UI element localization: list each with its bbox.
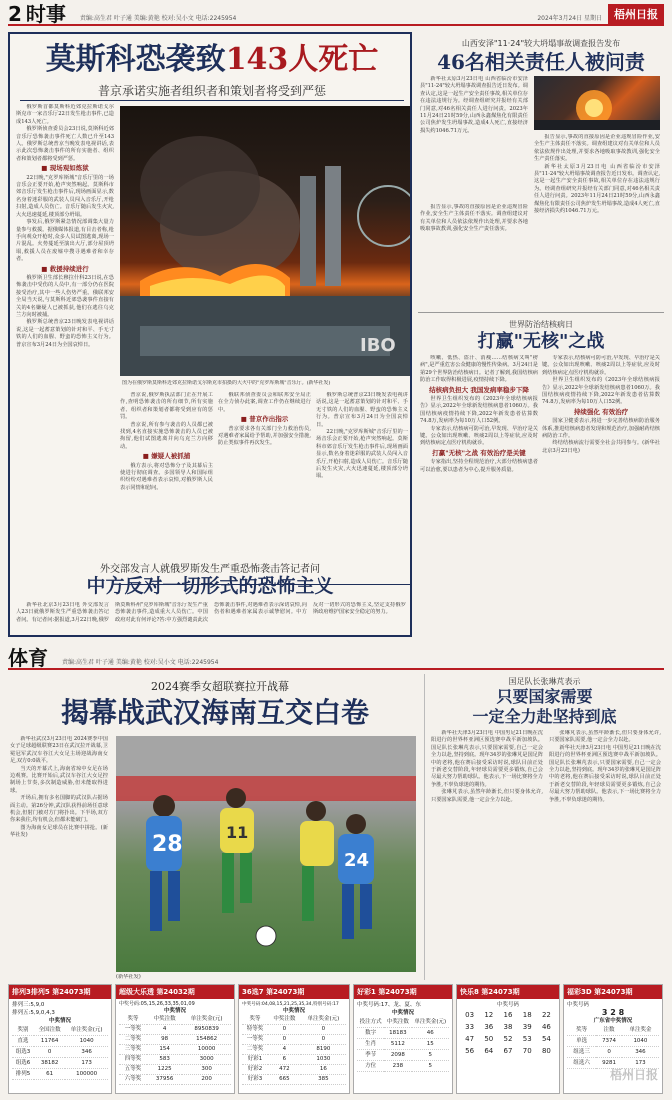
- main-story: [8, 32, 412, 637]
- sports-section-name: 体育: [8, 646, 48, 670]
- lottery-table: 奖等 中奖注数 单注奖金(元) 一等奖 4 8950839 二等奖 98 154862 三等奖 154 10000 四等奖 583 3000 五等奖 1225 300 六等奖 37956 200: [119, 1015, 231, 1085]
- main-story-col4: [316, 392, 408, 582]
- paragraph: 事发后,俄罗斯紧急情况部调集大量力量参与救援。据俄媒体报道,有目击者称,枪手向观众开枪时,众多人员试图逃离,现场一片混乱。火势蔓延至演出大厅,部分屋顶坍塌,救援人员在废墟中搜寻遇难者和幸存者。: [16, 219, 114, 263]
- lottery-body: [564, 999, 662, 1071]
- paragraph: 俄联邦侦查委员会和联邦安全局正在全力侦办此案,调查工作仍在继续进行中。: [218, 392, 311, 413]
- lottery-3d: [563, 984, 663, 1094]
- paragraph: 新华社天津3月23日电 中国男足21日晚在沈阳进行的世界杯亚洲区预选赛中战平新加坡队。国足队长张琳芃表示,只要国家需要,自己一定会全力以赴,坚持到底。现年34岁的张琳芃是国足阵中的老将,他在赛后接受采访时说,球队目前正处于新老交替阶段,年轻球员需要更多锻炼,自己会尽最大努力帮助球队。他表示,下一场比赛将全力争胜,不辜负球迷的期待。: [549, 744, 661, 803]
- paragraph: 图为海南女足球员在比赛中拼抢。(新华社发): [10, 824, 108, 839]
- paragraph: 俄罗斯卫生部长穆拉什科23日说,在恐怖袭击中受伤的人员中,有一部分仍在医院接受治疗,其中一些人伤势严重。俄联邦安全局当天说,与莫斯科近郊恐袭事件直接有关的4名嫌疑人已被抓获,他们在逃往乌克兰方向时被捕。: [16, 274, 114, 318]
- paragraph: 当天的开幕式上,海南省琼中女足在场边观赛。比赛开始后,武汉车谷江大女足控制场上节奏,多次制造威胁,但未能取得进球。: [10, 765, 108, 794]
- kl8-number-grid: 03 12 16 18 22 33 36 38 39 46 47 50 52 53 54 56 64 67 70 80: [465, 1011, 551, 1055]
- subhead: 持续强化 有效治疗: [573, 407, 629, 416]
- lottery-body: [239, 999, 349, 1087]
- paragraph: 俄罗斯侦查委员会23日说,莫斯科近郊音乐厅恐怖袭击事件死亡人数已升至143人。俄罗斯总统普京当晚发表电视讲话,表示此次恐怖袭击事件的所有实施者、组织者和策划者都将受到严惩。: [16, 126, 114, 162]
- sports-header: [8, 648, 664, 670]
- main-story-title: [20, 40, 404, 80]
- lottery-row: 排列五:5,9,0,4,3: [12, 1010, 55, 1016]
- paragraph: 新华社北京3月23日电 外交部发言人23日就俄罗斯发生严重恐怖袭击答记者问。有记者问:据报道,3月22日晚,俄罗斯莫斯科州"克罗库斯城"音乐厅发生严重恐怖袭击事件,造成重大人员伤亡。中国政府对此有何评论?答:中方强烈谴责此次恐怖袭击事件,对遇难者表示深切哀悼,向伤者和遇难者家属表示诚挚慰问。中方反对一切形式的恐怖主义,坚定支持俄罗斯政府维护国家安全稳定的努力。: [16, 602, 406, 623]
- lottery-table-title: 广东省中奖情况: [593, 1018, 633, 1024]
- subhead: 结核病负担大 我国发病率稳步下降: [429, 385, 529, 394]
- right-top-title: 46名相关责任人被问责: [437, 50, 645, 74]
- paragraph: 专家指出,坚持全程规范治疗,大部分结核病患者可以治愈,要以患者为中心,提升服务质量。: [420, 459, 538, 473]
- lottery-title: 排列3排列5 第24073期: [9, 985, 111, 999]
- lottery-table: 奖别 全国注数 单注奖金(元) 直选 11764 1040 组选3 0 346 组选6 38182 173 排列5 61 100000: [12, 1025, 108, 1080]
- lottery-kl8: [456, 984, 560, 1094]
- photo-caption: 图为在俄罗斯莫斯科近郊克拉斯诺戈尔斯克市拍摄的大火中的"克罗库斯城"音乐厅。(新华社发): [122, 380, 331, 386]
- sub-story-body: [16, 602, 406, 632]
- page-date: 2024年3月24日 星期日: [537, 15, 602, 22]
- sports-photo-caption: (新华社发): [116, 974, 141, 980]
- paragraph: 新华社天津3月23日电 中国男足21日晚在沈阳进行的世界杯亚洲区预选赛中战平新加坡队。国足队长张琳芃表示,只要国家需要,自己一定会全力以赴,坚持到底。现年34岁的张琳芃是国足阵中的老将,他在赛后接受采访时说,球队目前正处于新老交替阶段,年轻球员需要更多锻炼,自己会尽最大努力帮助球队。他表示,下一场比赛将全力争胜,不辜负球迷的期待。: [431, 730, 543, 788]
- sports-side-title1: 只要国家需要: [496, 687, 593, 706]
- paragraph: 新华社武汉3月23日电 2024赛季中国女子足球超级联赛23日在武汉拉开战幕,卫冕冠军武汉车谷江大女足主场迎战海南女足,双方0:0战平。: [10, 736, 108, 765]
- right-mid-title: 打赢"无核"之战: [477, 331, 605, 352]
- page-header: [8, 4, 664, 26]
- lottery-strip: [8, 984, 664, 1094]
- sub-story-title: 中方反对一切形式的恐怖主义: [86, 575, 334, 597]
- lottery-table-title: 中奖情况: [163, 1008, 186, 1014]
- paragraph: 咳嗽、低热、盗汗、消瘦……结核病又叫"痨病",是严重危害公众健康的慢性传染病。3月24日是第29个世界防治结核病日。记者了解到,我国结核病防治工作取得积极进展,疫情持续下降。: [420, 355, 538, 384]
- square-icon: ■: [240, 415, 250, 424]
- photo-illustration: [534, 76, 660, 130]
- lottery-row: 中奖号码: [567, 1002, 590, 1008]
- edit-info: 责编:高生君 叶子通 美编:黄艳 校对:吴小文 电话:2245954: [79, 15, 237, 22]
- main-story-subtitle: 普京承诺实施者组织者和策划者将受到严惩: [97, 84, 326, 98]
- paragraph: 普京说,俄罗斯执法部门正在开展工作,查明恐怖袭击的所有细节,所有实施者、组织者和策划者都将受到应有的惩罚。: [120, 392, 213, 421]
- lottery-row: 中奖号码: [496, 1002, 519, 1008]
- lottery-pl35: [8, 984, 112, 1094]
- lottery-row: 中奖号码:04,08,15,21,25,35,34,特别号码:17: [242, 1002, 339, 1007]
- paragraph: 开场后,拥有多名国脚的武汉队占据场面主动。第26分钟,武汉队获得前场任意球机会,但射门被对方门将扑出。下半场,双方你来我往,均有机会,但都未能破门。: [10, 795, 108, 824]
- sports-side: [424, 674, 664, 980]
- lottery-table: 投注方式 中奖注数 单注奖金(元) 数字 18183 46 生肖 5112 15 季节 2098 5 方位 238 5: [357, 1017, 449, 1072]
- lottery-body: [9, 999, 111, 1082]
- paragraph: 报告显示,事故的直接原因是企业违规冒险作业,安全生产主体责任不落实。调查组建议对有关单位和人员依法依规作出处理,并要求各地吸取事故教训,强化安全生产责任落实。: [420, 204, 528, 233]
- subhead: ■ 嫌疑人被抓捕: [142, 452, 191, 461]
- right-top-story: [418, 32, 664, 308]
- concert-hall-fire-photo: [120, 106, 410, 376]
- sports-side-kicker: 国足队长张琳芃表示: [508, 677, 581, 686]
- sports-side-col2: [549, 730, 661, 976]
- sports-side-title2: 一定全力赴坚持到底: [472, 707, 617, 726]
- paragraph: 俄方表示,将对恐怖分子及其幕后主使进行彻底调查。多国领导人和国际组织纷纷对遇难者表示哀悼,对俄罗斯人民表示同情和慰问。: [120, 462, 213, 491]
- lottery-title: 超级大乐透 第24032期: [116, 985, 234, 999]
- sports-edit-info: 责编:高生君 叶子通 美编:黄艳 校对:吴小文 电话:2245954: [62, 659, 219, 666]
- subhead: ■ 普京作出指示: [240, 415, 289, 424]
- sports-col1: [10, 736, 108, 976]
- lottery-body: [354, 999, 452, 1074]
- sports-title: 揭幕战武汉海南互交白卷: [60, 696, 369, 729]
- photo-illustration: [120, 106, 410, 376]
- jersey-number: 11: [226, 823, 249, 842]
- paragraph: 世界卫生组织发布的《2023年全球结核病报告》显示,2022年全球新发结核病患者1060万。我国结核病疫情持续下降,2022年新发患者估算数74.8万,发病率为每10万人口52例。: [542, 377, 660, 406]
- lottery-title: 好彩1 第24073期: [354, 985, 452, 999]
- subhead: ■ 现场观如炼狱: [41, 164, 89, 173]
- svg-text:IBO: IBO: [360, 335, 396, 356]
- lottery-table-title: 中奖情况: [48, 1018, 71, 1024]
- square-icon: ■: [41, 264, 50, 273]
- right-top-body-right: [534, 134, 660, 304]
- right-mid-col1: [420, 355, 538, 635]
- right-top-kicker: 山西安泽"11·24"较大坍塌事故调查报告发布: [461, 39, 621, 48]
- paragraph: 专家表示,结核病可防可治,早发现、早治疗是关键。公众如出现咳嗽、咳痰2周以上等症状,应及时到结核病定点医疗机构就诊。: [420, 425, 538, 447]
- soccer-match-photo: [116, 736, 416, 972]
- right-top-body-left: [420, 76, 528, 200]
- right-top-body-left2: [420, 204, 528, 304]
- lottery-row: 中奖号码:17、龙、夏、东: [357, 1002, 421, 1008]
- paragraph: 22日晚,"克罗库斯城"音乐厅里的一场音乐会正要开始,枪声突然响起。莫斯科市郊音乐厅发生枪击事件后,现场画面显示,数名身着迷彩服的武装人员闯入音乐厅,开枪扫射,造成人员伤亡。音乐厅随后发生火灾,大火迅速蔓延,楼顶部分坍塌。: [16, 174, 114, 218]
- jersey-number: 24: [344, 850, 370, 871]
- lottery-title: 福彩3D 第24073期: [564, 985, 662, 999]
- explosion-scene-photo: [534, 76, 660, 130]
- lottery-title: 快乐8 第24073期: [457, 985, 559, 999]
- lottery-haocai1: [353, 984, 453, 1094]
- main-story-col1: [16, 104, 114, 626]
- lottery-dlt: [115, 984, 235, 1094]
- title-part-a: 莫斯科恐袭致: [45, 42, 226, 77]
- paragraph: 国家卫健委表示,将进一步完善结核病防治服务体系,推进结核病患者发现和规范治疗,加强耐药结核病防治工作。: [542, 418, 660, 440]
- paragraph: 22日晚,"克罗库斯城"音乐厅里的一场音乐会正要开始,枪声突然响起。莫斯科市郊音乐厅发生枪击事件后,现场画面显示,数名身着迷彩服的武装人员闯入音乐厅,开枪扫射,造成人员伤亡。音乐厅随后发生火灾,大火迅速蔓延,楼顶部分坍塌。: [316, 429, 408, 480]
- paragraph: 张琳芃表示,虽然年龄渐长,但只要身体允许,只要国家队需要,他一定会全力以赴。: [549, 730, 661, 744]
- lottery-table-title: 中奖情况: [282, 1008, 305, 1014]
- paragraph: 俄罗斯总统普京23日晚发表电视讲话说,这是一起蓄意策划的针对和平、手无寸铁的人们的血腥、野蛮的恐怖主义行为。普京宣布3月24日为全国哀悼日。: [316, 392, 408, 428]
- main-story-col2: [120, 392, 213, 582]
- paragraph: 张琳芃表示,虽然年龄渐长,但只要身体允许,只要国家队需要,他一定会全力以赴。: [431, 789, 543, 803]
- paragraph: 新华社太原3月23日电 山西省临汾市安泽县"11·24"较大坍塌事故调查报告近日发布。调查认定,这是一起生产安全责任事故,相关单位存在违法违规行为。经调查组研究并报经有关部门同意,对46名相关责任人进行问责。2023年11月24日21时59分,山西永鑫煤焦化有限责任公司焦炉发生坍塌事故,造成4人死亡,直接经济损失约1046.71万元。: [420, 76, 528, 134]
- section-number: 2: [8, 2, 22, 26]
- lottery-body: [116, 999, 234, 1087]
- subhead: ■ 救援持续进行: [41, 264, 89, 273]
- paragraph: 俄罗斯首都莫斯科近郊克拉斯诺戈尔斯克市一家音乐厅22日发生枪击事件,已造成143人死亡。: [16, 104, 114, 125]
- main-story-col3: [218, 392, 311, 582]
- paragraph: 普京要求各有关部门全力救治伤员,对遇难者家属给予帮助,并加强安全措施,防止类似事件再次发生。: [218, 425, 311, 447]
- paragraph: 世界卫生组织发布的《2023年全球结核病报告》显示,2022年全球新发结核病患者1060万。我国结核病疫情持续下降,2022年新发患者估算数74.8万,发病率为每10万人口52例。: [420, 396, 538, 425]
- subhead: 打赢"无核"之战 有效治疗是关键: [432, 448, 526, 457]
- paragraph: 专家表示,结核病可防可治,早发现、早治疗是关键。公众如出现咳嗽、咳痰2周以上等症状,应及时到结核病定点医疗机构就诊。: [542, 355, 660, 376]
- lottery-body: [457, 999, 559, 1057]
- lottery-row: 3 2 8: [601, 1008, 625, 1017]
- photo-illustration: [116, 736, 416, 972]
- sports-kicker: 2024赛季女超联赛拉开战幕: [151, 680, 289, 693]
- lottery-table: 奖等 注数 单注奖金 单选 7374 1040 组选三 0 346 组选六 9281 173: [567, 1025, 659, 1069]
- square-icon: ■: [41, 164, 50, 173]
- right-mid-story: [418, 312, 664, 637]
- sports-side-col1: [431, 730, 543, 976]
- paragraph: 新华社太原3月23日电 山西省临汾市安泽县"11·24"较大坍塌事故调查报告近日发布。调查认定,这是一起生产安全责任事故,相关单位存在违法违规行为。经调查组研究并报经有关部门同意,对46名相关责任人进行问责。2023年11月24日21时59分,山西永鑫煤焦化有限责任公司焦炉发生坍塌事故,造成4人死亡,直接经济损失约1046.71万元。: [534, 163, 660, 215]
- sub-story-kicker: 外交部发言人就俄罗斯发生严重恐怖袭击答记者问: [100, 564, 320, 575]
- paragraph: 终结结核病流行需要全社会共同参与。(新华社北京3月23日电): [542, 440, 660, 454]
- watermark: 梧州日报: [609, 1068, 658, 1082]
- section-name: 时事: [25, 2, 66, 26]
- lottery-row: 排列三:5,9,0: [12, 1002, 45, 1008]
- lottery-36x7: [238, 984, 350, 1094]
- paragraph: 普京说,所有参与袭击的人员都已被找到,4名直接实施恐怖袭击的人员已被拘留,他们试图逃离并向乌克兰方向移动。: [120, 421, 213, 450]
- lottery-row: 中奖号码:05,15,26,33,35,01,09: [119, 1001, 195, 1007]
- title-part-b: 143人死亡: [225, 42, 379, 77]
- paragraph: 报告显示,事故的直接原因是企业违规冒险作业,安全生产主体责任不落实。调查组建议对有关单位和人员依法依规作出处理,并要求各地吸取事故教训,强化安全生产责任落实。: [534, 134, 660, 163]
- square-icon: ■: [142, 452, 152, 461]
- jersey-number: 28: [152, 832, 183, 857]
- right-mid-kicker: 世界防治结核病日: [509, 320, 573, 329]
- lottery-table: 奖等 中奖注数 单注奖金(元) 特等奖 0 0 一等奖 0 0 二等奖 4 8190 好彩1 6 1030 好彩2 472 16 好彩3 665 385: [242, 1015, 346, 1085]
- lottery-title: 36选7 第24073期: [239, 985, 349, 999]
- newspaper-logo: 梧州日报: [608, 4, 664, 24]
- lottery-table-title: 中奖情况: [391, 1010, 414, 1016]
- paragraph: 俄罗斯总统普京23日晚发表电视讲话说,这是一起蓄意策划的针对和平、手无寸铁的人们的血腥、野蛮的恐怖主义行为。普京宣布3月24日为全国哀悼日。: [16, 319, 114, 348]
- right-mid-col2: [542, 355, 660, 635]
